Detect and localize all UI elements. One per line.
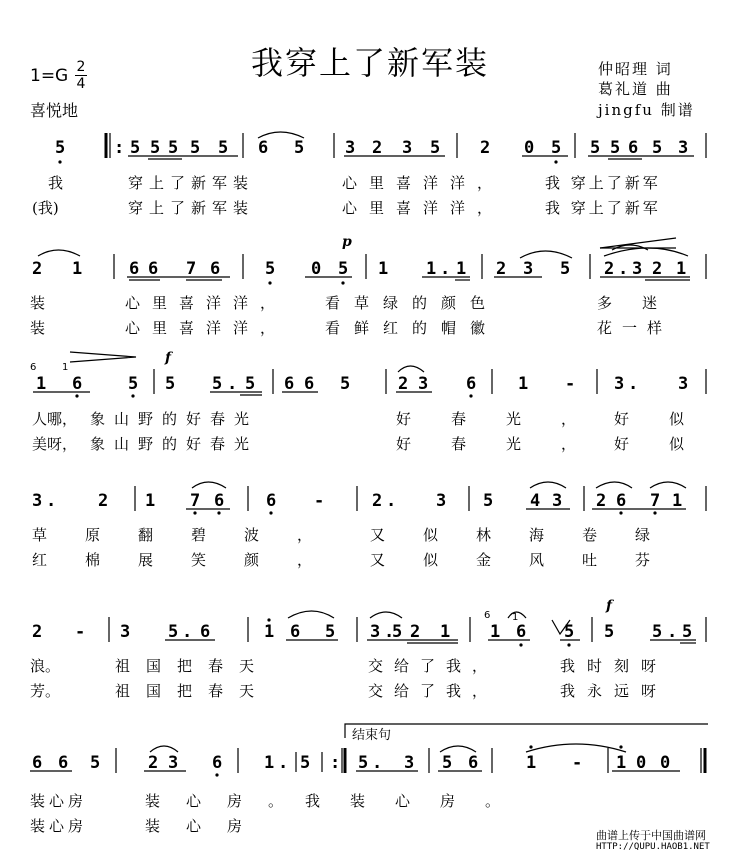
lyric-6-1a: 装心房	[30, 792, 88, 810]
svg-text:5: 5	[300, 753, 311, 773]
lyric-6-2b: 装心房	[145, 817, 269, 835]
svg-text:6: 6	[30, 362, 37, 373]
song-title: 我穿上了新军装	[250, 44, 489, 82]
lyric-2-1d: 多迷	[597, 294, 688, 312]
svg-text:3: 3	[168, 753, 179, 773]
svg-text:1: 1	[456, 259, 467, 279]
lyric-2-1b: 心里喜洋洋，	[125, 294, 288, 312]
svg-text:6: 6	[210, 259, 221, 279]
lyric-6-1b: 装心房。	[145, 792, 310, 810]
lyric-2-2a: 装	[30, 319, 46, 337]
svg-text:3: 3	[678, 374, 689, 394]
svg-text:3: 3	[552, 491, 563, 511]
svg-text:5: 5	[340, 374, 351, 394]
lyric-5-1b: 祖国把春天	[115, 657, 271, 675]
svg-text:5: 5	[652, 622, 663, 642]
svg-text:5: 5	[265, 259, 276, 279]
svg-text:2: 2	[32, 622, 43, 642]
svg-text:7: 7	[186, 259, 197, 279]
svg-text:5: 5	[682, 622, 693, 642]
lyric-4-2a: 红棉展笑颜，	[32, 551, 351, 569]
svg-text:3: 3	[404, 753, 415, 773]
lyric-5-2d: 我永远呀	[560, 682, 669, 700]
svg-text:6: 6	[484, 610, 491, 621]
lyric-4-1a: 草原翻碧波，	[32, 526, 351, 544]
svg-text:2: 2	[398, 374, 409, 394]
svg-text:3: 3	[120, 622, 131, 642]
svg-text:5: 5	[165, 374, 176, 394]
svg-text:.: .	[384, 622, 395, 642]
svg-text:5: 5	[430, 138, 441, 158]
svg-text:5: 5	[128, 374, 139, 394]
lyric-3-1d: 好似	[614, 410, 725, 428]
svg-text:3: 3	[32, 491, 43, 511]
svg-text:6: 6	[290, 622, 301, 642]
lyric-2-2c: 看鲜红的帽徽	[325, 319, 500, 337]
tempo-mood: 喜悦地	[30, 101, 79, 120]
svg-text:7: 7	[650, 491, 661, 511]
dynamic-piano: p	[342, 234, 352, 250]
svg-text:5: 5	[168, 622, 179, 642]
svg-text:3: 3	[632, 259, 643, 279]
svg-text:1: 1	[264, 753, 275, 773]
lyric-3-2b: 象山野的好春光	[90, 435, 259, 453]
svg-text:.: .	[278, 753, 289, 773]
svg-text:3: 3	[345, 138, 356, 158]
svg-text:6: 6	[212, 753, 223, 773]
svg-text:6: 6	[214, 491, 225, 511]
dynamic-forte-2: f	[606, 598, 613, 614]
svg-text:2: 2	[372, 491, 383, 511]
svg-text:5: 5	[564, 622, 575, 642]
svg-text:6: 6	[466, 374, 477, 394]
svg-text:1: 1	[145, 491, 156, 511]
svg-text:1: 1	[616, 753, 627, 773]
lyric-5-1a: 浪。	[30, 657, 61, 675]
svg-text:.: .	[386, 491, 397, 511]
svg-text:5: 5	[483, 491, 494, 511]
lyric-1-1b: 穿上了新军装	[128, 174, 255, 192]
lyric-3-2d: 好似	[614, 435, 725, 453]
svg-text:5: 5	[55, 138, 66, 158]
svg-text:5: 5	[294, 138, 305, 158]
svg-text:5: 5	[652, 138, 663, 158]
svg-text:2: 2	[604, 259, 615, 279]
svg-text:5: 5	[190, 138, 201, 158]
svg-text:5: 5	[130, 138, 141, 158]
lyricist-credit: 仲昭理 词	[598, 60, 673, 78]
svg-text:1: 1	[378, 259, 389, 279]
svg-text:6: 6	[72, 374, 83, 394]
lyric-2-1a: 装	[30, 294, 46, 312]
svg-text:2: 2	[480, 138, 491, 158]
lyric-5-1d: 我时刻呀	[560, 657, 669, 675]
svg-text:6: 6	[628, 138, 639, 158]
svg-text:5: 5	[168, 138, 179, 158]
svg-text:4: 4	[530, 491, 541, 511]
svg-text:0: 0	[636, 753, 647, 773]
svg-text:5: 5	[218, 138, 229, 158]
svg-text:2: 2	[410, 622, 421, 642]
lyric-6-1c: 我装心房。	[305, 792, 531, 810]
svg-text:.: .	[440, 259, 451, 279]
svg-text:5: 5	[245, 374, 256, 394]
lyric-1-2a: (我)	[32, 199, 59, 217]
lyric-1-2c: 心里喜洋洋，	[342, 199, 505, 217]
svg-text:-: -	[572, 753, 583, 773]
lyric-3-1a: 人哪，	[32, 410, 78, 428]
footer-url: HTTP://QUPU.HAOB1.NET	[596, 842, 710, 852]
ending-label: 结束句	[352, 728, 392, 743]
svg-text:.: .	[372, 753, 383, 773]
svg-text:3: 3	[523, 259, 534, 279]
svg-text:.: .	[628, 374, 639, 394]
lyric-4-1b: 又似林海卷绿	[370, 526, 689, 544]
lyric-1-1d: 我 穿上了新军	[545, 174, 661, 192]
svg-text:1: 1	[440, 622, 451, 642]
svg-text:6: 6	[616, 491, 627, 511]
svg-text:6: 6	[284, 374, 295, 394]
composer-credit: 葛礼道 曲	[598, 80, 673, 98]
svg-text:2: 2	[32, 259, 43, 279]
lyric-2-2b: 心里喜洋洋，	[125, 319, 288, 337]
svg-text:3: 3	[418, 374, 429, 394]
svg-text::: :	[114, 138, 125, 158]
transcriber-credit: jingfu 制谱	[598, 101, 695, 119]
lyric-3-1c: 好春光，	[396, 410, 617, 428]
lyric-1-2d: 我 穿上了新军	[545, 199, 661, 217]
svg-text:3: 3	[402, 138, 413, 158]
svg-text:1: 1	[62, 362, 69, 373]
svg-text:6: 6	[516, 622, 527, 642]
lyric-1-1c: 心里喜洋洋，	[342, 174, 505, 192]
svg-text:1: 1	[676, 259, 687, 279]
lyric-2-2d: 花一样	[597, 319, 673, 337]
svg-text:1: 1	[672, 491, 683, 511]
svg-text:6: 6	[304, 374, 315, 394]
svg-text:5: 5	[358, 753, 369, 773]
lyric-5-2b: 祖国把春天	[115, 682, 271, 700]
svg-text:6: 6	[258, 138, 269, 158]
svg-text:-: -	[314, 491, 325, 511]
svg-text:5: 5	[610, 138, 621, 158]
svg-text:6: 6	[32, 753, 43, 773]
svg-text:6: 6	[266, 491, 277, 511]
svg-text:5: 5	[338, 259, 349, 279]
svg-text:1: 1	[426, 259, 437, 279]
svg-text:7: 7	[190, 491, 201, 511]
dynamic-forte: f	[165, 350, 172, 366]
svg-text:2: 2	[652, 259, 663, 279]
lyric-1-1a: 我	[48, 174, 64, 192]
svg-text:1: 1	[36, 374, 47, 394]
lyric-3-1b: 象山野的好春光	[90, 410, 259, 428]
svg-text:1: 1	[72, 259, 83, 279]
svg-text:1: 1	[512, 612, 519, 623]
svg-text::: :	[330, 753, 341, 773]
svg-text:0: 0	[660, 753, 671, 773]
svg-text:0: 0	[524, 138, 535, 158]
svg-text:5: 5	[560, 259, 571, 279]
svg-text:2: 2	[372, 138, 383, 158]
svg-text:1: 1	[526, 753, 537, 773]
svg-text:6: 6	[468, 753, 479, 773]
svg-text:5: 5	[150, 138, 161, 158]
svg-text:5: 5	[392, 622, 403, 642]
lyric-5-2a: 芳。	[30, 682, 61, 700]
footer-site: 曲谱上传于中国曲谱网	[596, 829, 706, 842]
key-signature: 1=G	[30, 66, 69, 86]
svg-text:3: 3	[614, 374, 625, 394]
svg-text:.: .	[227, 374, 238, 394]
svg-text:2: 2	[98, 491, 109, 511]
lyric-1-2b: 穿上了新军装	[128, 199, 255, 217]
svg-text:2: 2	[148, 753, 159, 773]
svg-text:-: -	[75, 622, 86, 642]
svg-text:2: 2	[496, 259, 507, 279]
lyric-6-2a: 装心房	[30, 817, 88, 835]
svg-text:5: 5	[590, 138, 601, 158]
svg-text:6: 6	[129, 259, 140, 279]
svg-text:1: 1	[490, 622, 501, 642]
svg-text:5: 5	[604, 622, 615, 642]
time-signature-top: 2	[76, 59, 86, 75]
svg-text:-: -	[565, 374, 576, 394]
svg-text:1: 1	[518, 374, 529, 394]
svg-text:.: .	[182, 622, 193, 642]
lyric-4-2b: 又似金风吐芬	[370, 551, 689, 569]
svg-text:5: 5	[212, 374, 223, 394]
svg-text:5: 5	[442, 753, 453, 773]
svg-text:6: 6	[200, 622, 211, 642]
svg-text:5: 5	[90, 753, 101, 773]
time-signature-bottom: 4	[76, 76, 86, 92]
svg-text:2: 2	[596, 491, 607, 511]
lyric-5-2c: 交给了我，	[368, 682, 499, 700]
svg-text:.: .	[667, 622, 678, 642]
lyric-3-2c: 好春光，	[396, 435, 617, 453]
svg-text:3: 3	[436, 491, 447, 511]
lyric-2-1c: 看草绿的颜色	[325, 294, 500, 312]
svg-text:.: .	[618, 259, 629, 279]
svg-text:6: 6	[148, 259, 159, 279]
svg-text:3: 3	[370, 622, 381, 642]
svg-text:6: 6	[58, 753, 69, 773]
svg-text:3: 3	[678, 138, 689, 158]
svg-text:5: 5	[551, 138, 562, 158]
svg-text:5: 5	[325, 622, 336, 642]
svg-text:1: 1	[264, 622, 275, 642]
lyric-5-1c: 交给了我，	[368, 657, 499, 675]
svg-text:0: 0	[311, 259, 322, 279]
svg-text:.: .	[46, 491, 57, 511]
lyric-3-2a: 美呀，	[32, 435, 78, 453]
